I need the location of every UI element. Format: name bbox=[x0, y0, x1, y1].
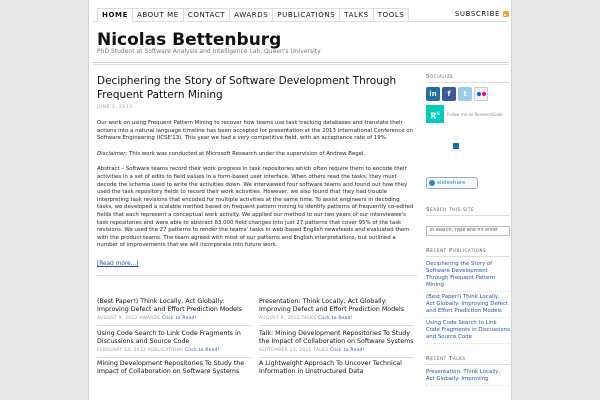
site-title[interactable]: Nicolas Bettenburg bbox=[97, 30, 282, 50]
post-intro: Our work on using Frequent Pattern Mining to recover how teams use task tracking databases and translate their actions into a natural language timeline has been accepted for presentation at the 2013 International Conference on Software Engineering (ICSE'13). This year we had a very competitive field, with an acceptance rate of 19%. bbox=[97, 120, 413, 142]
researchgate-label: Follow me on ResearchGate bbox=[447, 111, 503, 117]
linkedin-icon[interactable]: in bbox=[426, 87, 440, 101]
click-to-read-link[interactable]: Click to Read! bbox=[318, 316, 353, 321]
related-post bbox=[97, 360, 252, 376]
grid-divider bbox=[97, 325, 252, 326]
subscribe-label: SUBSCRIBE bbox=[454, 10, 500, 18]
researchgate-icon[interactable]: $R^G$ bbox=[426, 105, 444, 123]
recent-publication-link[interactable]: (Best Paper!) Think Locally, Act Globally: Improving Defect and Effort Prediction Models bbox=[426, 294, 510, 318]
researchgate-badge[interactable] bbox=[426, 105, 510, 123]
related-post-date: SEPTEMBER 11, 2011 bbox=[259, 348, 312, 353]
page-container bbox=[88, 0, 512, 400]
recent-publications-heading: Recent Publications bbox=[426, 248, 510, 257]
nav-item-about[interactable]: ABOUT ME bbox=[133, 8, 184, 22]
related-post-meta bbox=[259, 348, 414, 353]
nav-item-talks[interactable]: TALKS bbox=[340, 8, 373, 22]
grid-divider bbox=[97, 357, 252, 358]
related-post bbox=[259, 360, 414, 376]
related-post-title[interactable]: A Lightweight Approach To Uncover Technical Information in Unstructured Data bbox=[259, 360, 402, 375]
search-heading: Search this site bbox=[426, 207, 510, 216]
search-section bbox=[426, 207, 510, 236]
twitter-icon[interactable]: t bbox=[458, 87, 472, 101]
related-post-title[interactable]: (Best Paper!) Think Locally, Act Globally: Improving Defect and Effort Prediction Models bbox=[97, 298, 243, 313]
recent-talks-list bbox=[426, 369, 510, 386]
sidebar bbox=[426, 74, 510, 388]
nav-item-publications[interactable]: PUBLICATIONS bbox=[273, 8, 340, 22]
top-nav bbox=[93, 8, 509, 22]
click-to-read-link[interactable]: Click to Read! bbox=[330, 348, 365, 353]
related-post-category[interactable]: TALKS bbox=[301, 316, 317, 321]
social-icons bbox=[426, 87, 510, 101]
recent-publications-section bbox=[426, 248, 510, 344]
flickr-icon[interactable] bbox=[474, 87, 488, 101]
related-post-title[interactable]: Presentation: Think Locally, Act Globally: Improving Defect and Effort Prediction Models bbox=[259, 298, 405, 313]
header-divider-2 bbox=[93, 64, 509, 65]
related-post-title[interactable]: Mining Development Repositories To Study the Impact of Collaboration on Software Systems bbox=[97, 360, 245, 375]
related-post bbox=[97, 298, 252, 321]
small-badge-icon[interactable] bbox=[453, 143, 459, 149]
subscribe-link[interactable] bbox=[455, 10, 509, 18]
click-to-read-link[interactable]: Click to Read! bbox=[184, 348, 220, 353]
related-post bbox=[97, 330, 252, 353]
related-post-title[interactable]: Talk: Mining Development Repositories To Study the Impact of Collaboration on Software Systems bbox=[259, 330, 414, 345]
nav-menu bbox=[97, 8, 409, 22]
related-post-date: FEBRUARY 18, 2012 bbox=[97, 348, 147, 353]
rss-icon bbox=[503, 11, 509, 17]
nav-item-contact[interactable]: CONTACT bbox=[184, 8, 230, 22]
recent-talk-link[interactable]: Presentation: Think Locally, Act Globally: Improving bbox=[426, 369, 510, 386]
slideshare-icon bbox=[429, 180, 435, 186]
facebook-icon[interactable]: f bbox=[442, 87, 456, 101]
socialize-heading: Socialize bbox=[426, 74, 510, 83]
related-post-category[interactable]: TALKS bbox=[313, 348, 329, 353]
main-content bbox=[97, 74, 417, 276]
click-to-read-link[interactable]: Click to Read! bbox=[161, 316, 197, 321]
post-abstract: Abstract – Software teams record their work progress in task repositories which often require them to encode their activities in a set of edits to field values in a form-based user interface. When others read the tasks, they must decode the schema used to write the activities down. We interviewed four software teams and found out how they used the task repository fields to record their work activities. However, we also found that they had trouble interpreting task revisions that encoded for multiple activities at the same time. To assist engineers in decoding tasks, we developed a scalable method based on frequent pattern mining to identify patterns of frequently co-edited fields that each represent a conceptual work activity. We applied our method to our two years of our interviewee's task repositories and were able to abstract 83,000 field changes into just 27 patterns that cover 95% of the task revisions. We used the 27 patterns to render the teams' tasks in web-based English newsfeeds and evaluated them with the product teams. The team agreed with most of our patterns and English interpretations, but outlined a number of improvements that we will incorporate into future work. bbox=[97, 166, 414, 249]
site-tagline: PhD Student at Software Analysis and Intelligence Lab, Queen's University bbox=[97, 48, 321, 55]
recent-talks-section bbox=[426, 356, 510, 386]
disclaimer-label: Disclaimer: bbox=[97, 150, 128, 157]
post-date: JUNE 3, 2013 bbox=[97, 105, 133, 110]
nav-item-tools[interactable]: TOOLS bbox=[374, 8, 410, 22]
related-post-meta bbox=[97, 316, 252, 321]
recent-publication-link[interactable]: Deciphering the Story of Software Development Through Frequent Pattern Mining bbox=[426, 261, 510, 292]
nav-item-awards[interactable]: AWARDS bbox=[230, 8, 273, 22]
grid-divider bbox=[259, 357, 414, 358]
related-post-category[interactable]: PUBLICATIONS bbox=[147, 348, 184, 353]
header-divider bbox=[93, 62, 509, 63]
recent-talks-heading: Recent Talks bbox=[426, 356, 510, 365]
related-post-category[interactable]: AWARDS bbox=[139, 316, 161, 321]
related-post-date: AUGUST 9, 2012 bbox=[97, 316, 138, 321]
grid-divider bbox=[259, 325, 414, 326]
slideshare-label: slideshare bbox=[437, 180, 466, 186]
nav-item-home[interactable]: HOME bbox=[97, 8, 133, 22]
slideshare-badge[interactable] bbox=[426, 177, 478, 189]
related-post-date: AUGUST 9, 2012 bbox=[259, 316, 300, 321]
recent-publications-list bbox=[426, 261, 510, 344]
post-title[interactable]: Deciphering the Story of Software Development Through Frequent Pattern Mining bbox=[97, 75, 397, 101]
post-disclaimer bbox=[97, 151, 417, 159]
recent-publication-link[interactable]: Using Code Search to Link Code Fragments in Discussions and Source Code bbox=[426, 320, 510, 344]
disclaimer-text: This work was conducted at Microsoft Research under the supervision of Andrew Begel. bbox=[127, 150, 366, 157]
search-input[interactable] bbox=[426, 226, 510, 236]
related-post-meta bbox=[259, 316, 414, 321]
related-post-meta bbox=[97, 348, 252, 353]
related-post bbox=[259, 330, 414, 353]
post-divider bbox=[97, 275, 417, 276]
read-more-link[interactable]: [Read more...] bbox=[97, 260, 139, 267]
related-post bbox=[259, 298, 414, 321]
related-post-title[interactable]: Using Code Search to Link Code Fragments in Discussions and Source Code bbox=[97, 330, 241, 345]
